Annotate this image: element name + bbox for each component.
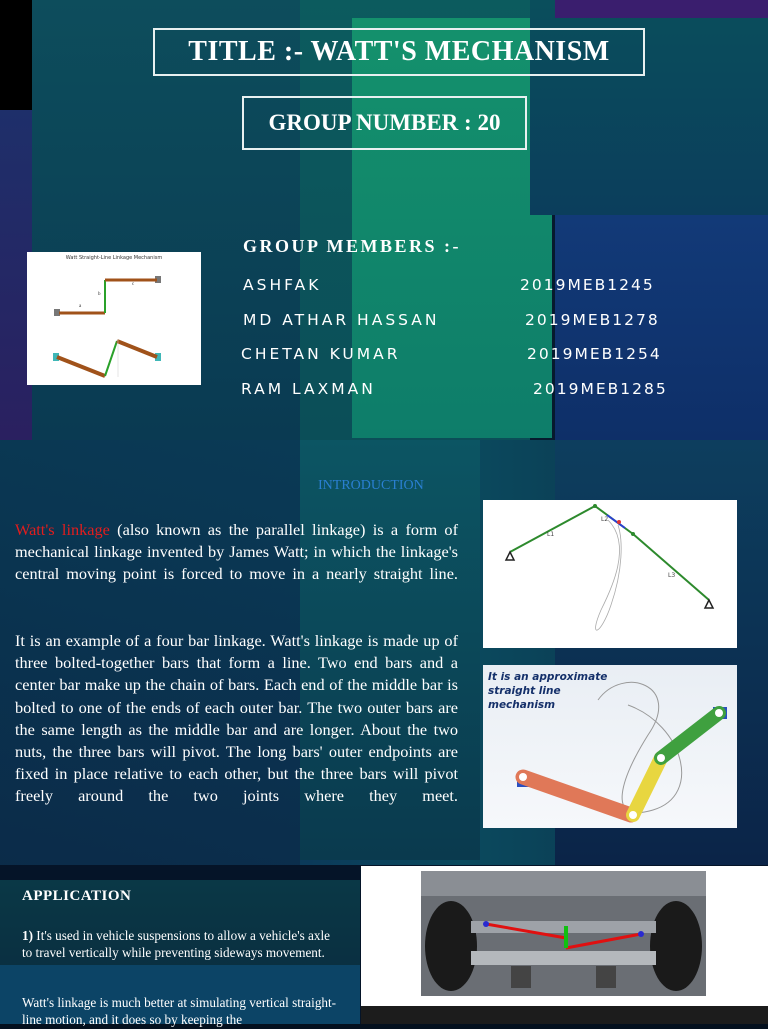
watt-linkage-term: Watt's linkage	[15, 520, 110, 539]
application-item-1	[22, 927, 342, 961]
background-panel	[352, 18, 552, 438]
member-id: 2019MEB1278	[525, 311, 660, 329]
intro-paragraph-1-text: (also known as the parallel linkage) is a form of mechanical linkage invented by James Watt; in which the linkage's central moving point is forced to move in a nearly straight line.	[15, 520, 458, 584]
linkage-3d-drawing	[483, 665, 737, 828]
diagram-label: c	[132, 282, 135, 287]
trace-label-l1: L1	[547, 531, 555, 538]
diagram-label: a	[79, 304, 82, 309]
member-name: RAM LAXMAN	[241, 380, 376, 398]
background-panel	[555, 0, 768, 18]
diagram-label: b	[98, 292, 101, 297]
linkage-trace-drawing	[483, 500, 737, 648]
trace-label-l2: L2	[601, 516, 609, 523]
diagram-title: Watt Straight-Line Linkage Mechanism	[65, 255, 163, 261]
linkage-trace-figure	[483, 500, 737, 648]
member-id: 2019MEB1245	[520, 276, 655, 294]
intro-paragraph-1	[15, 519, 458, 586]
vehicle-suspension-photo	[361, 866, 768, 1024]
member-id: 2019MEB1254	[527, 345, 662, 363]
member-id: 2019MEB1285	[533, 380, 668, 398]
application-item-1-text: It's used in vehicle suspensions to allow a vehicle's axle to travel vertically while preventing sideways movement.	[22, 928, 331, 960]
linkage-drawing	[27, 252, 201, 385]
background-panel	[0, 0, 32, 110]
trace-label-l3: L3	[668, 572, 676, 579]
application-item-number: 1)	[22, 928, 33, 943]
member-name: ASHFAK	[243, 276, 322, 294]
application-heading: APPLICATION	[22, 888, 132, 904]
linkage-diagram	[27, 252, 201, 385]
introduction-heading: INTRODUCTION	[318, 478, 424, 493]
member-name: MD ATHAR HASSAN	[243, 311, 440, 329]
suspension-drawing	[361, 866, 768, 1024]
page-title: TITLE :- WATT'S MECHANISM	[153, 28, 645, 76]
application-paragraph-2: Watt's linkage is much better at simulating vertical straight-line motion, and it does so by keeping the	[22, 995, 337, 1027]
approximate-straight-line-figure	[483, 665, 737, 828]
figure-caption: It is an approximate straight line mechanism	[488, 671, 608, 711]
member-name: CHETAN KUMAR	[241, 345, 401, 363]
members-heading: GROUP MEMBERS :-	[243, 236, 461, 256]
group-number: GROUP NUMBER : 20	[242, 96, 527, 150]
intro-paragraph-2: It is an example of a four bar linkage. Watt's linkage is made up of three bolted-together bars that form a line. Two end bars and a center bar make up the chain of bars. Each end of the middle bar is bolted to one of the ends of each outer bar. The two outer bars are the same length as the middle bar and are longer. About the two nuts, the three bars will pivot. The long bars' outer endpoints are fixed in place relative to each other, but the three bars will pivot freely around the two joints where they meet.	[15, 631, 458, 806]
